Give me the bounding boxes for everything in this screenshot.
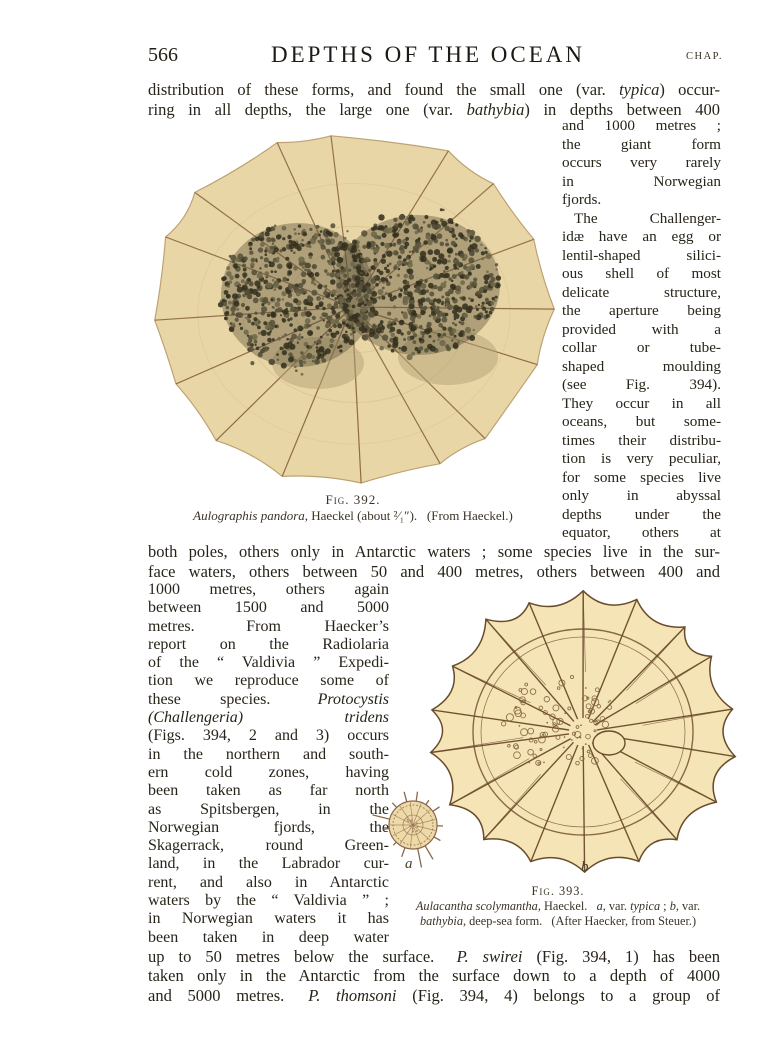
paragraph-bottom: up to 50 metres below the surface. P. swirei (Fig. 394, 1) has been taken only in the Antarctic from the surface down to a depth of 4000 and 5000 metres. P. thomsoni (Fig. 394, 4) belongs to a group of: [148, 947, 720, 1005]
figure-393-label-b: b: [581, 859, 589, 875]
figure-392-caption: [148, 492, 558, 524]
figure-393-caption-number: Fig. 393.: [531, 884, 585, 898]
paragraph-middle: both poles, others only in Antarctic waters ; some species live in the sur- face waters, others between 50 and 400 metres, others between 400 and: [148, 542, 720, 581]
figure-393-caption-text-2: bathybia, deep-sea form. (After Haecker, from Steuer.): [419, 913, 697, 928]
figure-392-caption-number: Fig. 392.: [325, 492, 381, 507]
page-title: DEPTHS OF THE OCEAN: [270, 42, 586, 67]
paragraph-right-column: and 1000 metres ; the giant form occurs very rarely in Norwegian fjords. The Challenger- idæ have an egg or lentil-shaped silici- ous shell of most delicate structure, the aperture being provided with a collar or tube- shaped moulding (see Fig. 394). They occur in all oceans, but some- times their distribu- tion is very peculiar, for some species live only in abyssal depths under the equator, others at: [562, 117, 721, 541]
page-number: 566: [148, 44, 178, 66]
paragraph-intro: distribution of these forms, and found the small one (var. typica) occur- ring in all depths, the large one (var. bathybia) in depths between 400: [148, 80, 720, 119]
figure-393-illustration: [366, 585, 758, 881]
paragraph-left-column: 1000 metres, others again between 1500 and 5000 metres. From Haecker’s report on the Radiolaria of the “ Valdivia ” Expedi- tion we reproduce some of these species. Protocystis (Challengeria) tridens (Figs. 394, 2 and 3) occurs in the northern and south- ern cold zones, having been taken as far north as Spitsbergen, in the Norwegian fjords, the Skagerrack, round Green- land, in the Labrador cur- rent, and also in Antarctic waters by the “ Valdivia ” ; in Norwegian waters it has been taken in deep water: [148, 581, 389, 946]
figure-392-illustration: [148, 115, 558, 487]
figure-393-caption: [362, 884, 754, 928]
figure-392-caption-text: Aulographis pandora, Haeckel (about ²⁄₁″). (From Haeckel.): [193, 508, 513, 523]
figure-393-label-a: a: [405, 856, 413, 872]
figure-393-caption-text-1: Aulacantha scolymantha, Haeckel. a, var. typica ; b, var.: [415, 898, 701, 913]
chapter-label: CHAP.: [686, 51, 723, 62]
